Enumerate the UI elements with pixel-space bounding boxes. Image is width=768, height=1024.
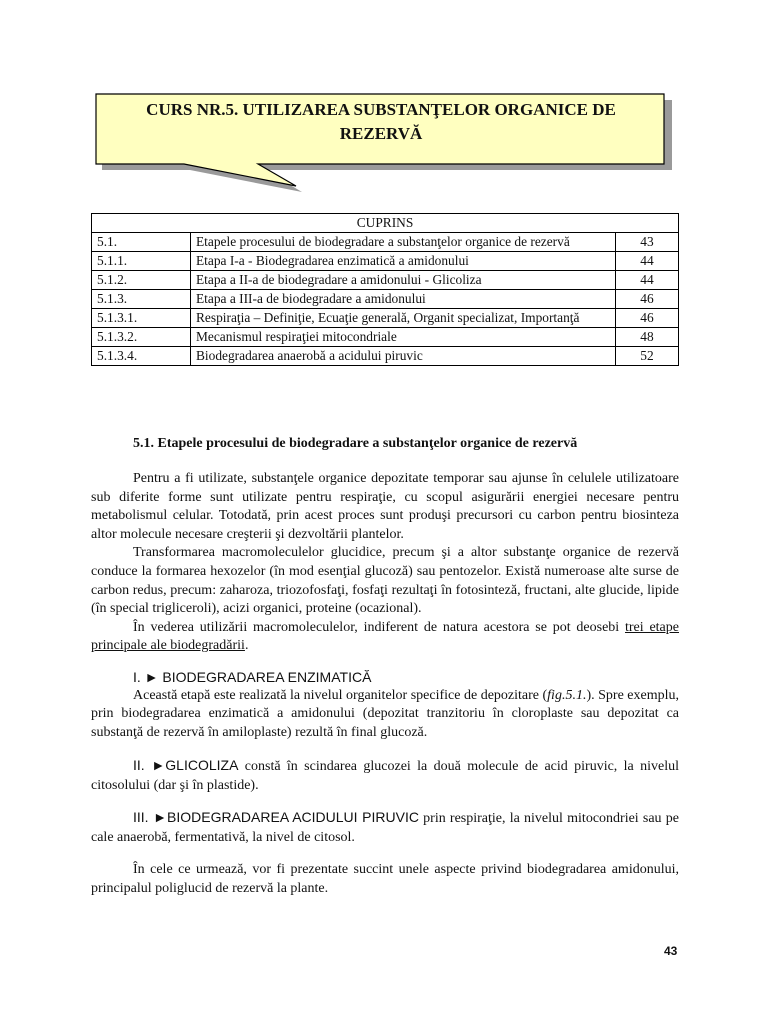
toc-page: 48 <box>616 328 679 347</box>
body-block-intro <box>91 470 679 656</box>
toc-header: CUPRINS <box>92 214 679 233</box>
toc-row <box>92 290 679 309</box>
toc-page: 44 <box>616 271 679 290</box>
toc-page: 46 <box>616 290 679 309</box>
stage-1-text-b: ). Spre exemplu, prin biodegradarea enzimatică a amidonului (depozitat tranzitoriu în cloroplaste sau depozitat ca substanţă de rezervă în amiloplaste) rezultă în final glucoză. <box>91 687 680 740</box>
toc-number: 5.1. <box>92 233 191 252</box>
stage-2-title: II. ►GLICOLIZA <box>133 757 239 773</box>
course-title-line2: REZERVĂ <box>339 124 423 143</box>
toc-row <box>92 271 679 290</box>
toc-row <box>92 328 679 347</box>
toc-number: 5.1.3. <box>92 290 191 309</box>
toc-description: Etapa a III-a de biodegradare a amidonului <box>191 290 616 309</box>
stage-2-text <box>91 756 679 795</box>
toc-description: Etapa a II-a de biodegradare a amidonului - Glicoliza <box>191 271 616 290</box>
toc-description: Etapele procesului de biodegradare a substanţelor organice de rezervă <box>191 233 616 252</box>
stage-1-text <box>91 687 679 743</box>
toc-row <box>92 252 679 271</box>
toc-number: 5.1.3.1. <box>92 309 191 328</box>
toc-header-row <box>92 214 679 233</box>
page-number: 43 <box>664 944 678 958</box>
toc-description: Etapa I-a - Biodegradarea enzimatică a amidonului <box>191 252 616 271</box>
toc-page: 44 <box>616 252 679 271</box>
course-title <box>100 98 662 146</box>
toc-number: 5.1.3.4. <box>92 347 191 366</box>
stage-1-title: I. ► BIODEGRADAREA ENZIMATICĂ <box>133 669 372 685</box>
toc-number: 5.1.1. <box>92 252 191 271</box>
section-heading: 5.1. Etapele procesului de biodegradare a substanţelor organice de rezervă <box>133 436 578 451</box>
paragraph-1: Pentru a fi utilizate, substanţele organice depozitate temporar sau ajunse în celulele utilizatoare sub diferite forme sunt utilizate pentru respiraţie, cu scopul asigurării energiei necesare pentru metabolismul celular. Totodată, prin acest proces sunt produşi precursori cu carbon pentru biosinteza altor molecule necesare creşterii şi dezvoltării plantelor. <box>91 471 679 542</box>
stage-3-title: III. ►BIODEGRADAREA ACIDULUI PIRUVIC <box>133 809 419 825</box>
stage-3-text <box>91 808 679 847</box>
stage-3-description: prin respiraţie, la nivelul mitocondriei sau pe cale anaerobă, fermentativă, la nivel de citosol. <box>91 811 679 845</box>
title-callout <box>60 88 680 198</box>
figure-reference: fig.5.1. <box>547 687 587 703</box>
toc-row <box>92 233 679 252</box>
toc-description: Respiraţia – Definiţie, Ecuaţie generală, Organit specializat, Importanţă <box>191 309 616 328</box>
stage-1-block <box>91 668 679 742</box>
toc-row <box>92 347 679 366</box>
toc-page: 46 <box>616 309 679 328</box>
toc-row <box>92 309 679 328</box>
toc-number: 5.1.2. <box>92 271 191 290</box>
toc-page: 52 <box>616 347 679 366</box>
paragraph-2: Transformarea macromoleculelor glucidice, precum şi a altor substanţe organice de rezervă conduce la formarea hexozelor (în mod esenţial glucoză) sau pentozelor. Există numeroase alte surse de carbon redus, precum: zaharoza, triozofosfaţi, fosfaţi rezultaţi în fotosinteză, fructani, alte glucide, lipide (în special trigliceroli), acizi organici, proteine (ocazional). <box>91 545 679 617</box>
toc-number: 5.1.3.2. <box>92 328 191 347</box>
course-title-line1: CURS NR.5. UTILIZAREA SUBSTANŢELOR ORGANICE DE <box>146 100 616 119</box>
paragraph-3-text: În vederea utilizării macromoleculelor, indiferent de natura acestora se pot deosebi <box>133 619 625 635</box>
paragraph-3-end: . <box>244 638 249 654</box>
closing-paragraph: În cele ce urmează, vor fi prezentate succint unele aspecte privind biodegradarea amidonului, principalul poliglucid de rezervă la plante. <box>91 862 679 896</box>
stage-1-text-a: Această etapă este realizată la nivelul organitelor specifice de depozitare ( <box>133 687 548 703</box>
three-stages-emphasis: trei etape principale ale biodegradării <box>91 619 679 654</box>
toc-description: Mecanismul respiraţiei mitocondriale <box>191 328 616 347</box>
stage-2-description: constă în scindarea glucozei la două molecule de acid piruvic, la nivelul citosolului (dar şi în plastide). <box>91 759 680 793</box>
toc-page: 43 <box>616 233 679 252</box>
paragraph-3 <box>91 619 679 656</box>
toc-description: Biodegradarea anaerobă a acidului piruvic <box>191 347 616 366</box>
table-of-contents <box>91 213 679 366</box>
